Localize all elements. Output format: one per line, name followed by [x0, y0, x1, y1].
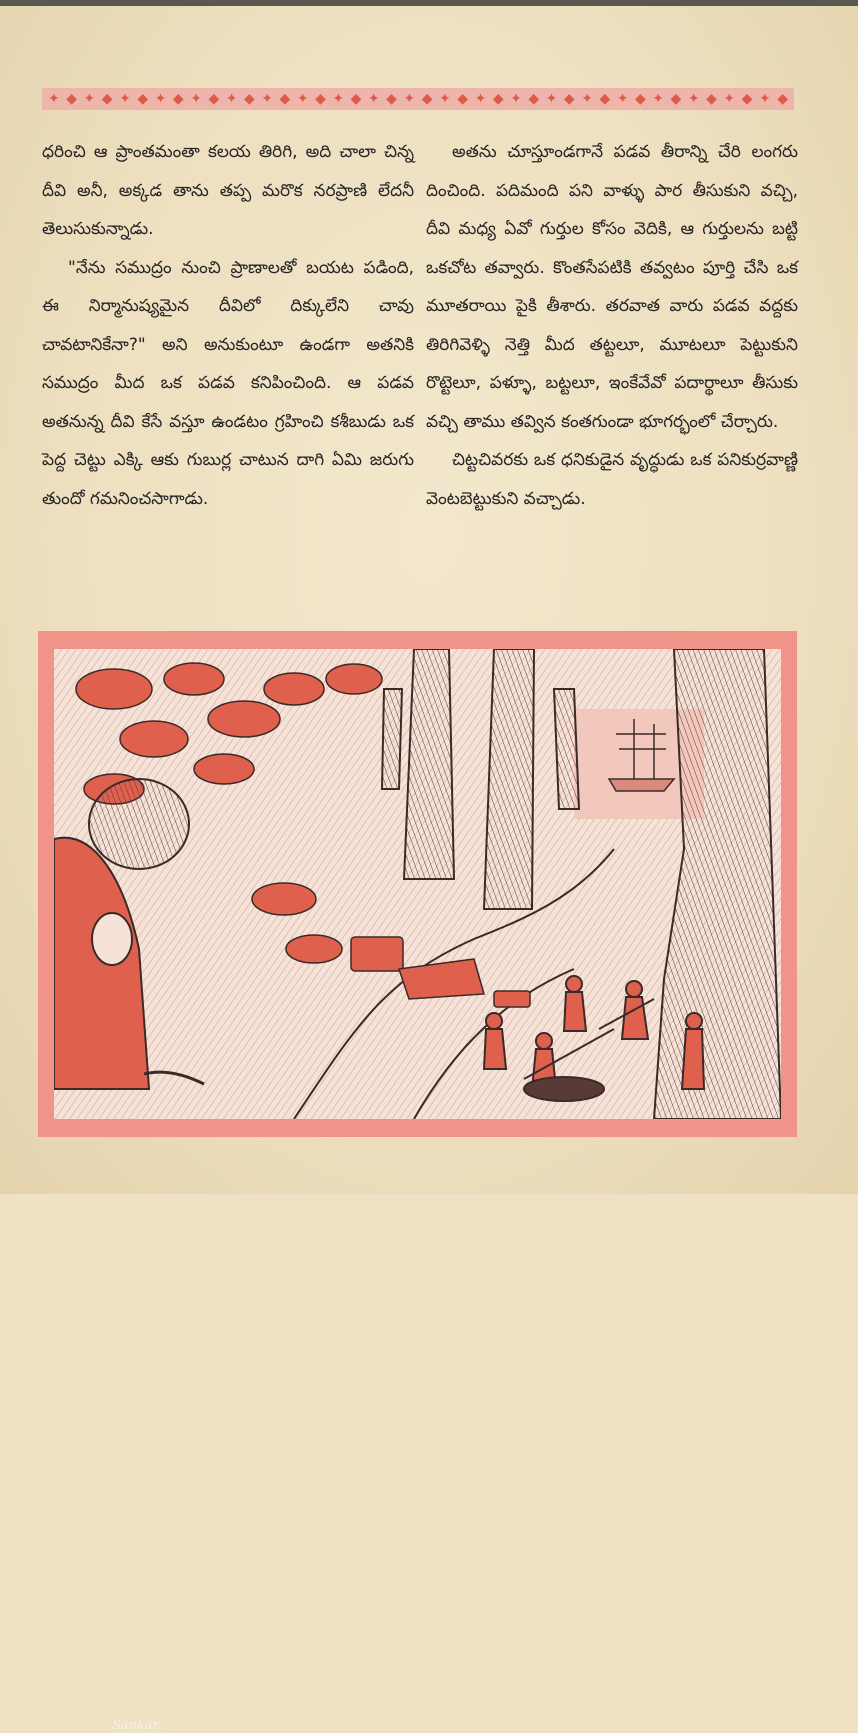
illustration-frame	[38, 631, 797, 1733]
diamond-star-ornament-icon: ✦	[367, 91, 380, 107]
diamond-star-ornament-icon: ◆	[457, 91, 469, 107]
diamond-star-ornament-icon: ✦	[616, 91, 629, 107]
diamond-star-ornament-icon: ◆	[777, 91, 788, 107]
diamond-star-ornament-icon: ◆	[421, 91, 433, 107]
arm-emblem	[92, 913, 132, 965]
diamond-star-ornament-icon: ◆	[101, 91, 113, 107]
diamond-star-ornament-icon: ◆	[350, 91, 362, 107]
diamond-star-ornament-icon: ✦	[296, 91, 309, 107]
diamond-star-ornament-icon: ◆	[66, 91, 78, 107]
diamond-star-ornament-icon: ✦	[332, 91, 345, 107]
diamond-star-ornament-icon: ◆	[599, 91, 611, 107]
diamond-star-ornament-icon: ◆	[243, 91, 255, 107]
diamond-star-ornament-icon: ✦	[652, 91, 665, 107]
diamond-star-ornament-icon: ✦	[48, 91, 60, 107]
diamond-star-ornament-icon: ◆	[741, 91, 753, 107]
diamond-star-ornament-icon: ✦	[403, 91, 416, 107]
diamond-star-ornament-icon: ◆	[315, 91, 326, 107]
diamond-star-ornament-icon: ✦	[474, 91, 487, 107]
diamond-star-ornament-icon: ◆	[563, 91, 575, 107]
diamond-star-ornament-icon: ✦	[83, 91, 96, 107]
diamond-star-ornament-icon: ✦	[119, 91, 131, 107]
diamond-star-ornament-icon: ◆	[386, 91, 397, 107]
paragraph: అతను చూస్తూండగానే పడవ తీరాన్ని చేరి లంగరు దించింది. పదిమంది పని వాళ్ళు పార తీసుకుని వచ్చి, దీవి మధ్య ఏవో గుర్తుల కోసం వెదికి, ఆ గుర్తులను బట్టి ఒకచోట తవ్వారు. కొంతసేపటికి తవ్వటం పూర్తి చేసి ఒక మూతరాయి పైకి తీశారు. తరవాత వారు పడవ వద్దకు తిరిగివెళ్ళి నెత్తి మీద తట్టలూ, మూటలూ పెట్టుకుని రొట్టెలూ, పళ్ళూ, బట్టలూ, ఇంకేవేవో పదార్థాలూ తీసుకు వచ్చి తాము తవ్విన కంతగుండా భూగర్భంలో చేర్చారు.	[426, 142, 798, 432]
right-text-column	[426, 133, 798, 518]
diamond-star-ornament-icon: ✦	[261, 91, 274, 107]
diamond-star-ornament-icon: ◆	[706, 91, 717, 107]
diamond-star-ornament-icon: ✦	[439, 91, 451, 107]
diamond-star-ornament-icon: ✦	[581, 91, 593, 107]
artist-signature: Sankar..	[112, 1718, 166, 1733]
diamond-star-ornament-icon: ✦	[545, 91, 558, 107]
diamond-star-ornament-icon: ✦	[225, 91, 238, 107]
paragraph: "నేను సముద్రం నుంచి ప్రాణాలతో బయట పడింది, ఈ నిర్మానుష్యమైన దీవిలో దిక్కులేని చావు చావటానికేనా?" అని అనుకుంటూ ఉండగా అతనికి సముద్రం మీద ఒక పడవ కనిపించింది. ఆ పడవ అతనున్న దీవి కేసే వస్తూ ఉండటం గ్రహించి కశీబుడు ఒక పెద్ద చెట్టు ఎక్కి ఆకు గుబుర్ల చాటున దాగి ఏమి జరుగు తుందో గమనించసాగాడు.	[42, 257, 414, 509]
left-text-column	[42, 133, 414, 518]
ornamental-border-strip	[42, 88, 794, 110]
diamond-star-ornament-icon: ✦	[190, 91, 202, 107]
diamond-star-ornament-icon: ◆	[635, 91, 646, 107]
diamond-star-ornament-icon: ◆	[172, 91, 184, 107]
diamond-star-ornament-icon: ◆	[670, 91, 682, 107]
paragraph: చిట్టచివరకు ఒక ధనికుడైన వృద్ధుడు ఒక పనికుర్రవాణ్ణి వెంటబెట్టుకుని వచ్చాడు.	[426, 450, 798, 509]
diamond-star-ornament-icon: ✦	[723, 91, 736, 107]
diamond-star-ornament-icon: ◆	[208, 91, 220, 107]
paragraph: ధరించి ఆ ప్రాంతమంతా కలయ తిరిగి, అది చాలా చిన్న దీవి అనీ, అక్కడ తాను తప్ప మరొక నరప్రాణి లేదనీ తెలుసుకున్నాడు.	[42, 142, 414, 239]
diamond-star-ornament-icon: ◆	[137, 91, 149, 107]
diamond-star-ornament-icon: ◆	[279, 91, 291, 107]
diamond-star-ornament-icon: ✦	[154, 91, 167, 107]
diamond-star-ornament-icon: ◆	[528, 91, 540, 107]
page-top-edge	[0, 0, 858, 6]
diamond-star-ornament-icon: ✦	[687, 91, 700, 107]
diamond-star-ornament-icon: ✦	[758, 91, 771, 107]
diamond-star-ornament-icon: ✦	[510, 91, 522, 107]
forest-scene-illustration	[54, 649, 781, 1119]
diamond-star-ornament-icon: ◆	[492, 91, 504, 107]
